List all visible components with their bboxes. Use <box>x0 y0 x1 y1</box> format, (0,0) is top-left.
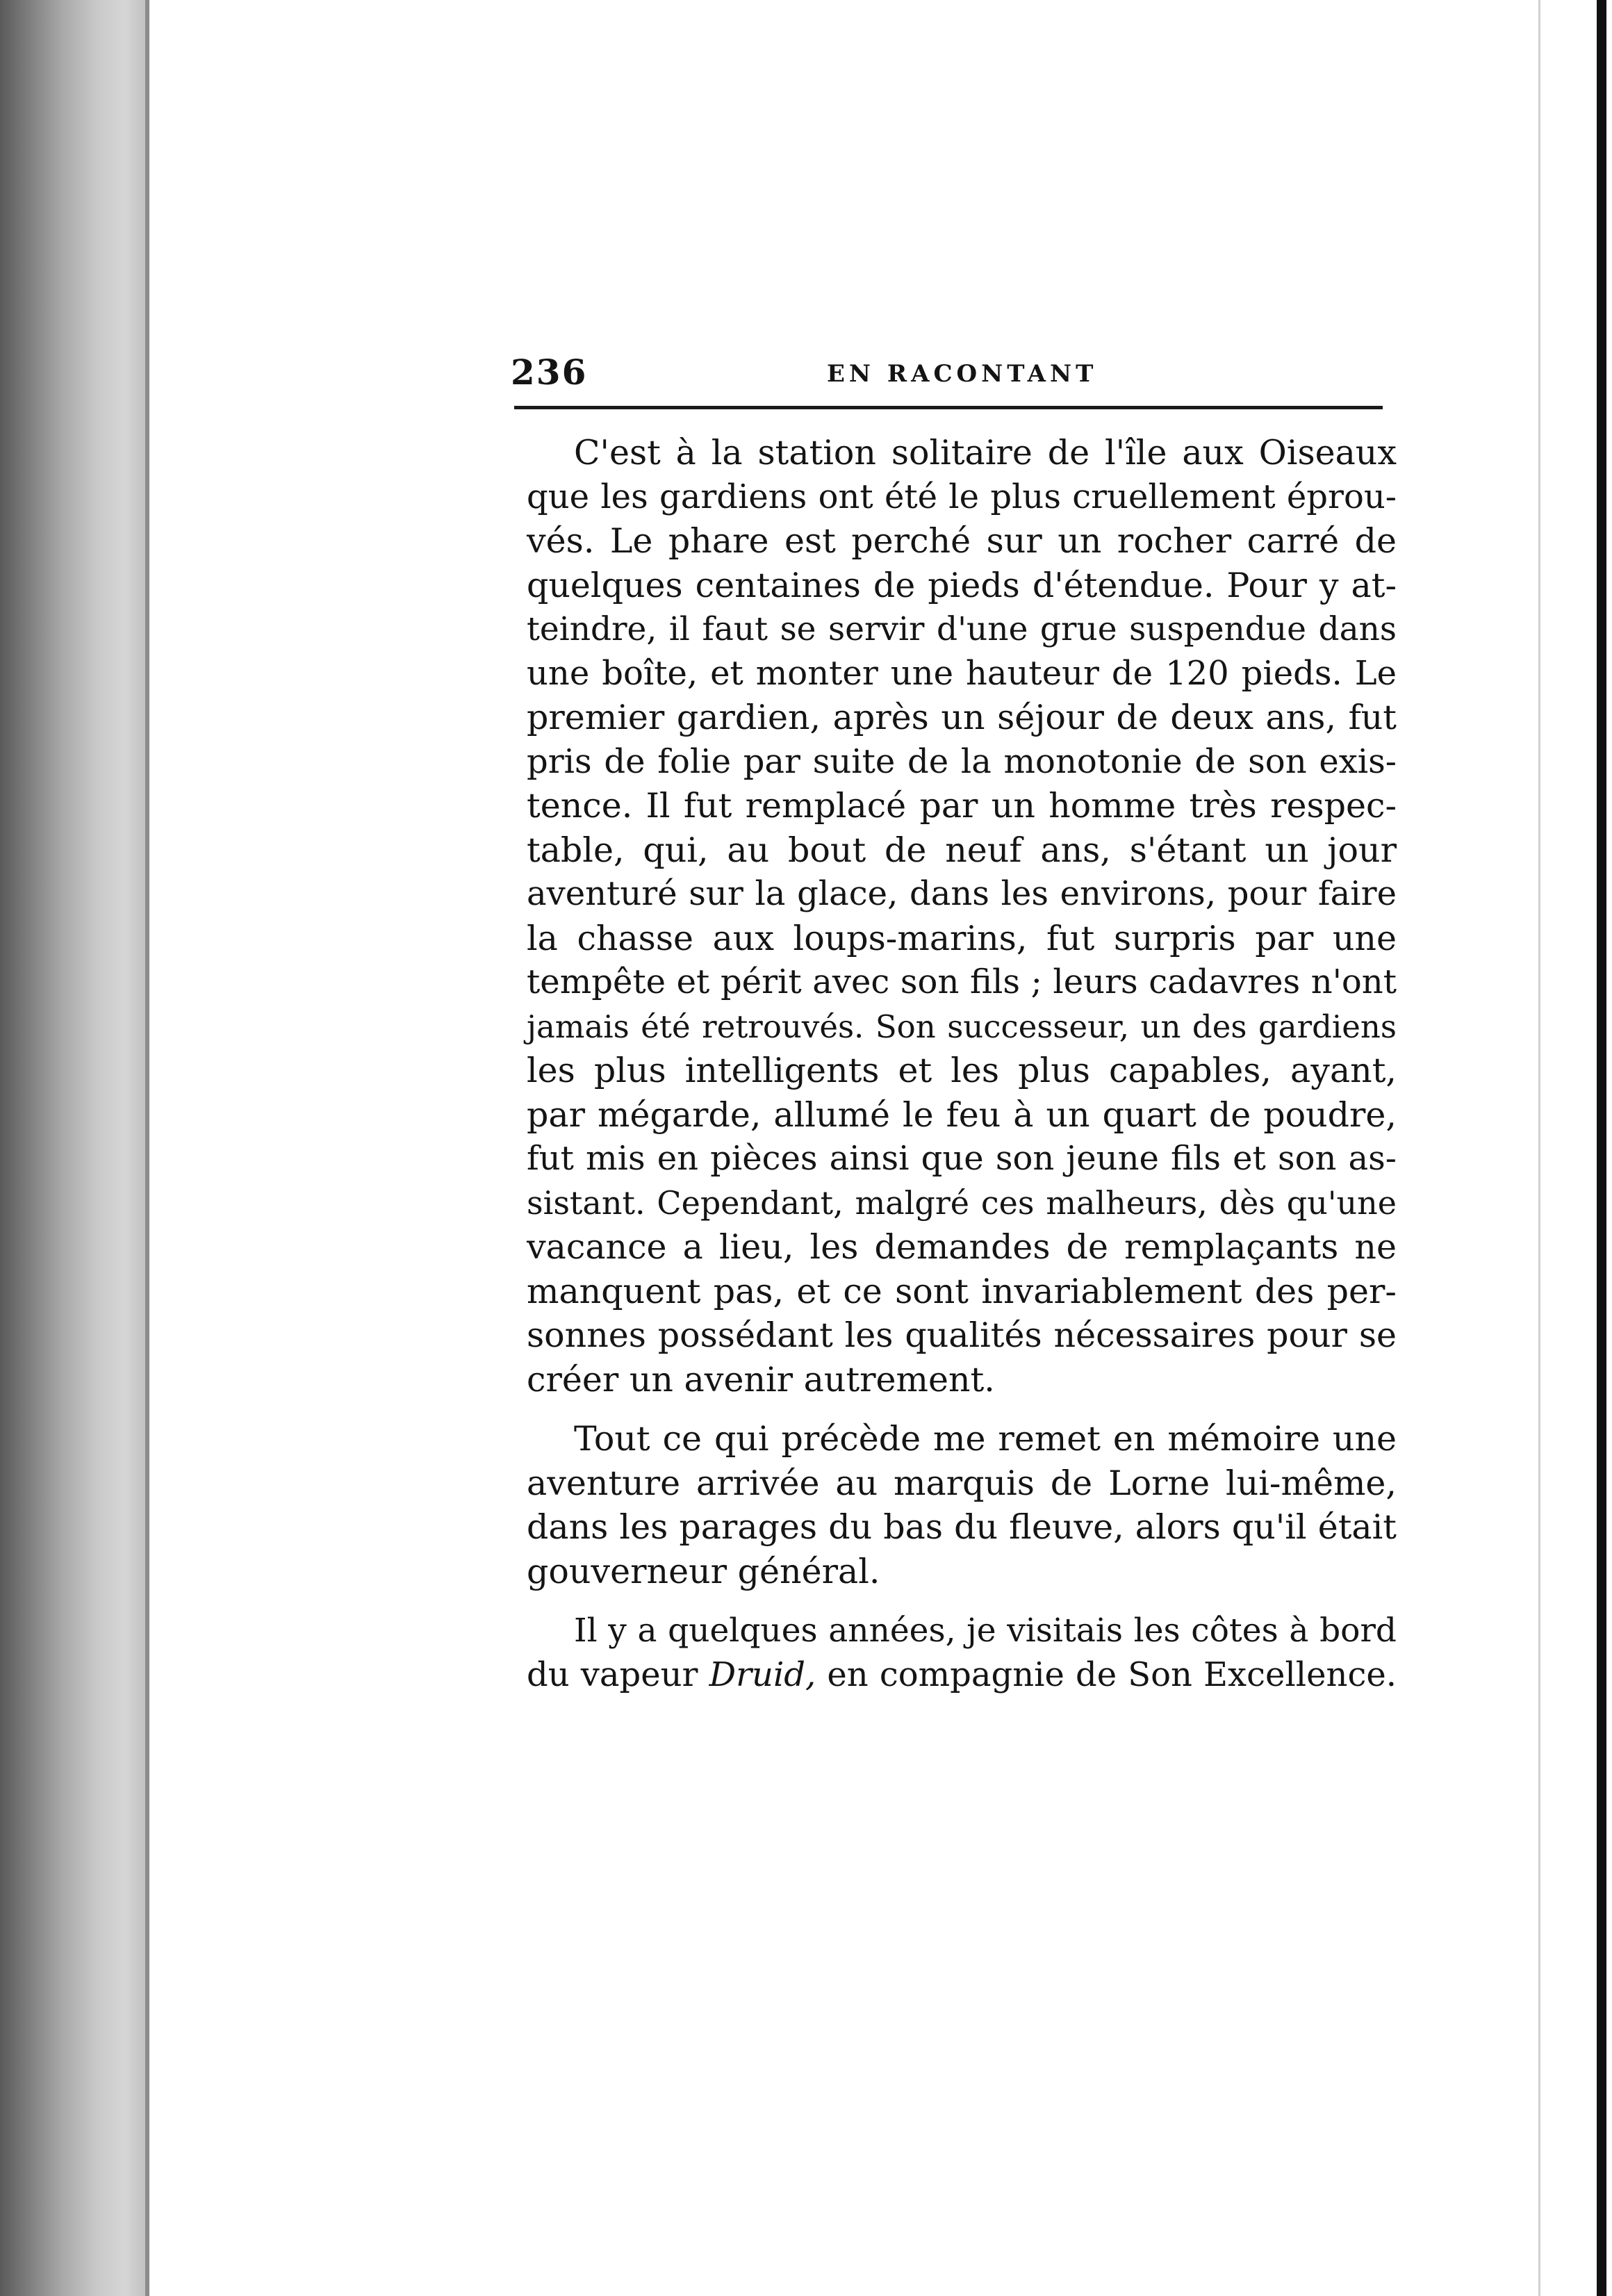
scan-right-dark-bar <box>1597 0 1606 2296</box>
paragraph-1 <box>527 431 1397 1402</box>
text-line: jamais été retrouvés. Son successeur, un des gardiens <box>527 1008 1397 1045</box>
text-line: vacance a lieu, les demandes de remplaçants ne <box>527 1227 1397 1267</box>
text-line: fut mis en pièces ainsi que son jeune fils et son as- <box>527 1139 1397 1178</box>
text-line: les plus intelligents et les plus capables, ayant, <box>527 1051 1397 1090</box>
page-number: 236 <box>511 352 588 393</box>
text-run: en compagnie de Son Excellence. <box>816 1655 1397 1694</box>
text-line: table, qui, au bout de neuf ans, s'étant un jour <box>527 830 1397 870</box>
text-line: sistant. Cependant, malgré ces malheurs, dès qu'une <box>527 1183 1397 1222</box>
text-line: aventure arrivée au marquis de Lorne lui-même, <box>527 1463 1397 1503</box>
book-fore-edge <box>0 0 149 2296</box>
text-line: dans les parages du bas du fleuve, alors qu'il était <box>527 1507 1397 1547</box>
page-header <box>511 352 1393 414</box>
text-line: Tout ce qui précède me remet en mémoire une <box>574 1419 1397 1459</box>
text-line: tence. Il fut remplacé par un homme très respec- <box>527 786 1397 826</box>
ship-name: Druid, <box>709 1655 816 1694</box>
text-line: créer un avenir autrement. <box>527 1359 995 1400</box>
text-line: que les gardiens ont été le plus cruellement éprou- <box>527 477 1397 516</box>
text-line: vés. Le phare est perché sur un rocher carré de <box>527 521 1397 561</box>
running-title: EN RACONTANT <box>827 360 1098 388</box>
scan-right-border <box>1538 0 1612 2296</box>
text-line: une boîte, et monter une hauteur de 120 pieds. Le <box>527 653 1397 693</box>
text-line: teindre, il faut se servir d'une grue suspendue dans <box>527 610 1397 648</box>
text-line: pris de folie par suite de la monotonie de son exis- <box>527 741 1397 781</box>
page-body <box>527 431 1397 1697</box>
header-rule <box>514 406 1383 409</box>
text-line: gouverneur général. <box>527 1551 880 1591</box>
text-line: par mégarde, allumé le feu à un quart de poudre, <box>527 1094 1397 1135</box>
text-line: la chasse aux loups-marins, fut surpris par une <box>527 918 1397 958</box>
scan-right-shadow <box>1538 0 1540 2296</box>
text-line: quelques centaines de pieds d'étendue. Pour y at- <box>527 565 1397 605</box>
text-line: C'est à la station solitaire de l'île aux Oiseaux <box>574 433 1397 473</box>
text-run: du vapeur <box>527 1655 709 1694</box>
text-line: manquent pas, et ce sont invariablement des per- <box>527 1271 1397 1311</box>
paragraph-gap <box>527 1593 1397 1609</box>
text-line: premier gardien, après un séjour de deux ans, fut <box>527 698 1397 737</box>
paragraph-gap <box>527 1402 1397 1417</box>
paragraph-2 <box>527 1417 1397 1593</box>
text-line <box>527 1653 1397 1698</box>
text-line: tempête et périt avec son fils ; leurs cadavres n'ont <box>527 962 1397 1001</box>
text-line: sonnes possédant les qualités nécessaires pour se <box>527 1315 1397 1355</box>
text-line: aventuré sur la glace, dans les environs, pour faire <box>527 874 1397 913</box>
text-line: Il y a quelques années, je visitais les côtes à bord <box>574 1612 1397 1650</box>
paragraph-3 <box>527 1609 1397 1697</box>
